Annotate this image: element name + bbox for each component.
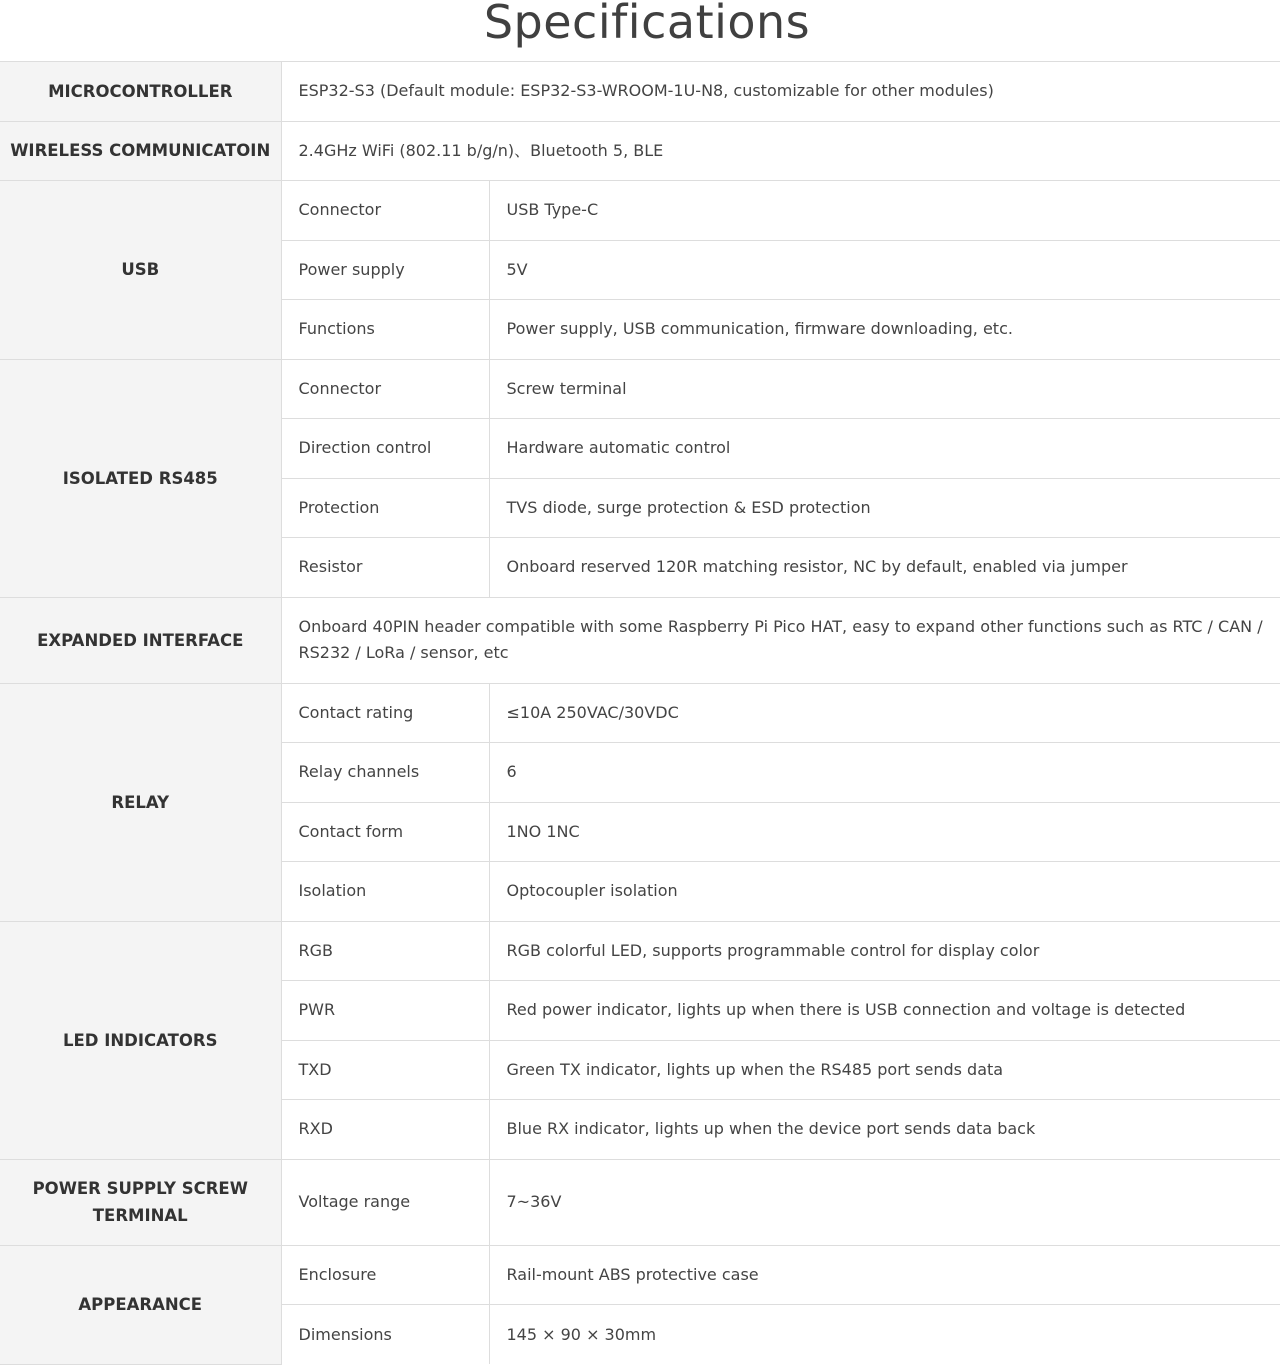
spec-value: Green TX indicator, lights up when the RS485 port sends data xyxy=(489,1040,1280,1100)
spec-row-usb xyxy=(0,181,1280,241)
spec-row-microcontroller xyxy=(0,62,1280,122)
spec-row-power-terminal xyxy=(0,1159,1280,1245)
spec-value: Screw terminal xyxy=(489,359,1280,419)
category-led: LED INDICATORS xyxy=(0,921,281,1159)
category-expanded: EXPANDED INTERFACE xyxy=(0,597,281,683)
spec-value: 5V xyxy=(489,240,1280,300)
spec-value: 2.4GHz WiFi (802.11 b/g/n)、Bluetooth 5, BLE xyxy=(281,121,1280,181)
spec-value: Red power indicator, lights up when there is USB connection and voltage is detected xyxy=(489,981,1280,1041)
page-title: Specifications xyxy=(483,0,811,49)
spec-value: ESP32-S3 (Default module: ESP32-S3-WROOM-1U-N8, customizable for other modules) xyxy=(281,62,1280,122)
spec-value: Rail-mount ABS protective case xyxy=(489,1245,1280,1305)
spec-key: Relay channels xyxy=(281,743,489,803)
category-appearance: APPEARANCE xyxy=(0,1245,281,1364)
spec-key: Protection xyxy=(281,478,489,538)
spec-key: Isolation xyxy=(281,862,489,922)
category-rs485: ISOLATED RS485 xyxy=(0,359,281,597)
spec-value: Onboard reserved 120R matching resistor, NC by default, enabled via jumper xyxy=(489,538,1280,598)
spec-value: TVS diode, surge protection & ESD protection xyxy=(489,478,1280,538)
spec-value: ≤10A 250VAC/30VDC xyxy=(489,683,1280,743)
category-microcontroller: MICROCONTROLLER xyxy=(0,62,281,122)
spec-value: 7~36V xyxy=(489,1159,1280,1245)
specifications-table xyxy=(0,61,1280,1365)
spec-value: 6 xyxy=(489,743,1280,803)
spec-value: Power supply, USB communication, firmware downloading, etc. xyxy=(489,300,1280,360)
spec-value: Optocoupler isolation xyxy=(489,862,1280,922)
spec-value: Onboard 40PIN header compatible with some Raspberry Pi Pico HAT, easy to expand other functions such as RTC / CAN / RS232 / LoRa / sensor, etc xyxy=(281,597,1280,683)
category-wireless: WIRELESS COMMUNICATOIN xyxy=(0,121,281,181)
spec-key: Connector xyxy=(281,181,489,241)
spec-row-wireless xyxy=(0,121,1280,181)
spec-value: 1NO 1NC xyxy=(489,802,1280,862)
spec-key: Voltage range xyxy=(281,1159,489,1245)
spec-key: Contact form xyxy=(281,802,489,862)
spec-key: Power supply xyxy=(281,240,489,300)
spec-key: Enclosure xyxy=(281,1245,489,1305)
spec-key: PWR xyxy=(281,981,489,1041)
spec-row-expanded xyxy=(0,597,1280,683)
spec-key: Dimensions xyxy=(281,1305,489,1365)
spec-row-rs485 xyxy=(0,359,1280,419)
spec-row-appearance xyxy=(0,1245,1280,1305)
spec-row-relay xyxy=(0,683,1280,743)
spec-key: TXD xyxy=(281,1040,489,1100)
category-relay: RELAY xyxy=(0,683,281,921)
spec-key: Resistor xyxy=(281,538,489,598)
spec-key: Direction control xyxy=(281,419,489,479)
spec-value: Blue RX indicator, lights up when the device port sends data back xyxy=(489,1100,1280,1160)
spec-value: RGB colorful LED, supports programmable control for display color xyxy=(489,921,1280,981)
spec-value: Hardware automatic control xyxy=(489,419,1280,479)
spec-key: Connector xyxy=(281,359,489,419)
category-usb: USB xyxy=(0,181,281,360)
spec-row-led xyxy=(0,921,1280,981)
spec-key: Functions xyxy=(281,300,489,360)
spec-value: 145 × 90 × 30mm xyxy=(489,1305,1280,1365)
spec-key: Contact rating xyxy=(281,683,489,743)
spec-key: RGB xyxy=(281,921,489,981)
category-power-terminal: POWER SUPPLY SCREW TERMINAL xyxy=(0,1159,281,1245)
spec-value: USB Type-C xyxy=(489,181,1280,241)
spec-key: RXD xyxy=(281,1100,489,1160)
